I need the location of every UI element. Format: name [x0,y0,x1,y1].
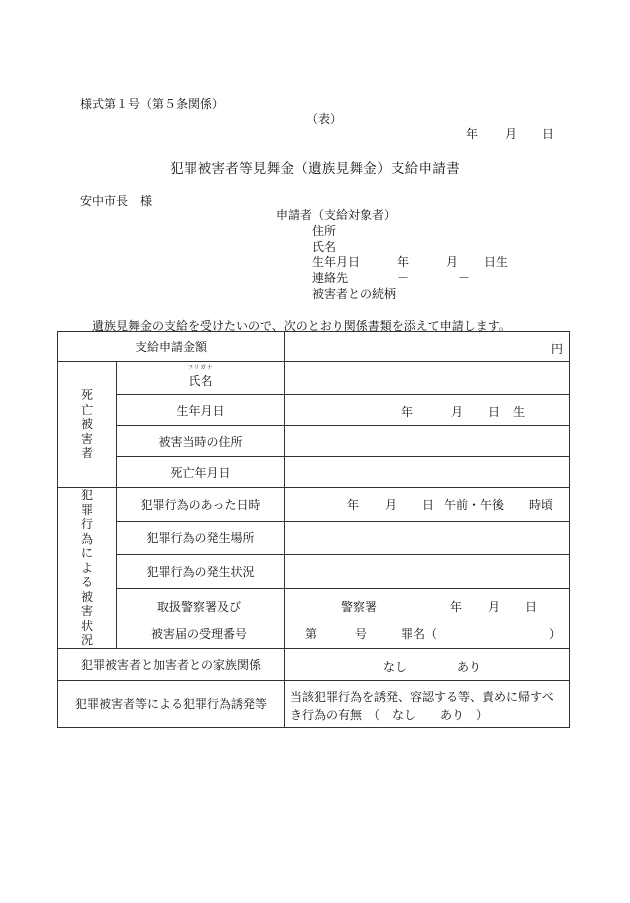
induce-row [58,680,570,727]
deceased-birth-suffix: 生 [513,405,526,419]
crime-time-label: 犯罪行為のあった日時 [117,488,285,522]
amount-unit: 円 [551,342,564,356]
crime-group-text: 犯罪行為による被害状況 [80,488,93,647]
deceased-birth-label: 生年月日 [117,395,285,426]
family-none: なし [383,659,408,674]
crime-situation-row [58,555,570,589]
police-label-line2: 被害届の受理番号 [151,626,248,641]
deceased-name-label [117,362,285,395]
page-title: 犯罪被害者等見舞金（遺族見舞金）支給申請書 [170,161,460,177]
crime-name-close: ） [549,626,562,641]
report-number-dai: 第 [305,626,318,641]
contact-dash-1: － [397,271,410,285]
crime-situation-cell[interactable] [285,555,570,589]
addressee: 安中市長 様 [80,194,153,208]
applicant-heading: 申請者（支給対象者） [276,208,397,222]
crime-day: 日 [422,498,435,512]
police-station: 警察署 [341,599,378,614]
crime-hour: 時頃 [529,498,554,512]
deceased-address-label: 被害当時の住所 [117,426,285,457]
crime-am-pm: 午前・午後 [444,498,505,512]
header-date-month: 月 [505,127,518,141]
deceased-birth-day: 日 [488,405,501,419]
report-number-go: 号 [355,626,368,641]
crime-place-row [58,521,570,555]
induce-text-line1: 当該犯罪行為を誘発、容認する等、責めに帰すべ [290,689,554,704]
police-row [58,588,570,648]
deceased-death-row [58,457,570,488]
deceased-name-row [58,362,570,395]
furigana-label: フリガナ [187,365,214,371]
crime-year: 年 [347,498,360,512]
amount-row [58,332,570,362]
applicant-birth-label: 生年月日 [312,255,361,269]
applicant-name-label: 氏名 [312,240,337,254]
family-yes: あり [457,659,482,674]
deceased-group-label [58,362,117,488]
application-table [57,331,570,728]
crime-place-cell[interactable] [285,521,570,555]
induce-text-line2: き行為の有無 （ なし あり ） [290,707,489,722]
deceased-birth-year: 年 [401,405,414,419]
deceased-name-cell[interactable] [285,362,570,395]
crime-group-label [58,488,117,649]
deceased-birth-month: 月 [451,405,464,419]
deceased-death-cell[interactable] [285,457,570,488]
applicant-birth-year: 年 [397,255,410,269]
deceased-address-cell[interactable] [285,426,570,457]
name-label-text: 氏名 [188,374,213,388]
contact-dash-2: － [458,271,471,285]
deceased-death-label: 死亡年月日 [117,457,285,488]
crime-month: 月 [385,498,398,512]
family-cell[interactable] [285,648,570,680]
applicant-birth-day: 日生 [484,255,509,269]
deceased-address-row [58,426,570,457]
deceased-birth-row [58,395,570,426]
applicant-contact-label: 連絡先 [312,271,349,285]
police-year: 年 [450,599,463,614]
intro-statement: 遺族見舞金の支給を受けたいので、次のとおり関係書類を添えて申請します。 [92,319,511,333]
header-date-year: 年 [466,127,479,141]
crime-time-row [58,488,570,522]
crime-situation-label: 犯罪行為の発生状況 [117,555,285,589]
police-day: 日 [525,599,538,614]
crime-place-label: 犯罪行為の発生場所 [117,521,285,555]
crime-time-cell[interactable] [285,488,570,522]
deceased-group-text: 死亡被害者 [80,388,93,461]
crime-name-open: 罪名（ [401,626,438,641]
front-side-label: （表） [306,112,343,126]
form-number-label: 様式第１号（第５条関係） [80,97,225,111]
applicant-birth-month: 月 [446,255,459,269]
family-label: 犯罪被害者と加害者との家族関係 [58,648,285,680]
family-row [58,648,570,680]
induce-label: 犯罪被害者等による犯罪行為誘発等 [58,680,285,727]
police-label-line1: 取扱警察署及び [157,599,242,614]
applicant-address-label: 住所 [312,224,337,238]
applicant-relation-label: 被害者との続柄 [312,287,397,301]
police-label [117,588,285,648]
header-date-day: 日 [542,127,555,141]
police-month: 月 [488,599,501,614]
police-cell[interactable] [285,588,570,648]
amount-value-cell[interactable] [285,332,570,362]
amount-label: 支給申請金額 [58,332,285,362]
deceased-birth-cell[interactable] [285,395,570,426]
induce-cell[interactable] [285,680,570,727]
